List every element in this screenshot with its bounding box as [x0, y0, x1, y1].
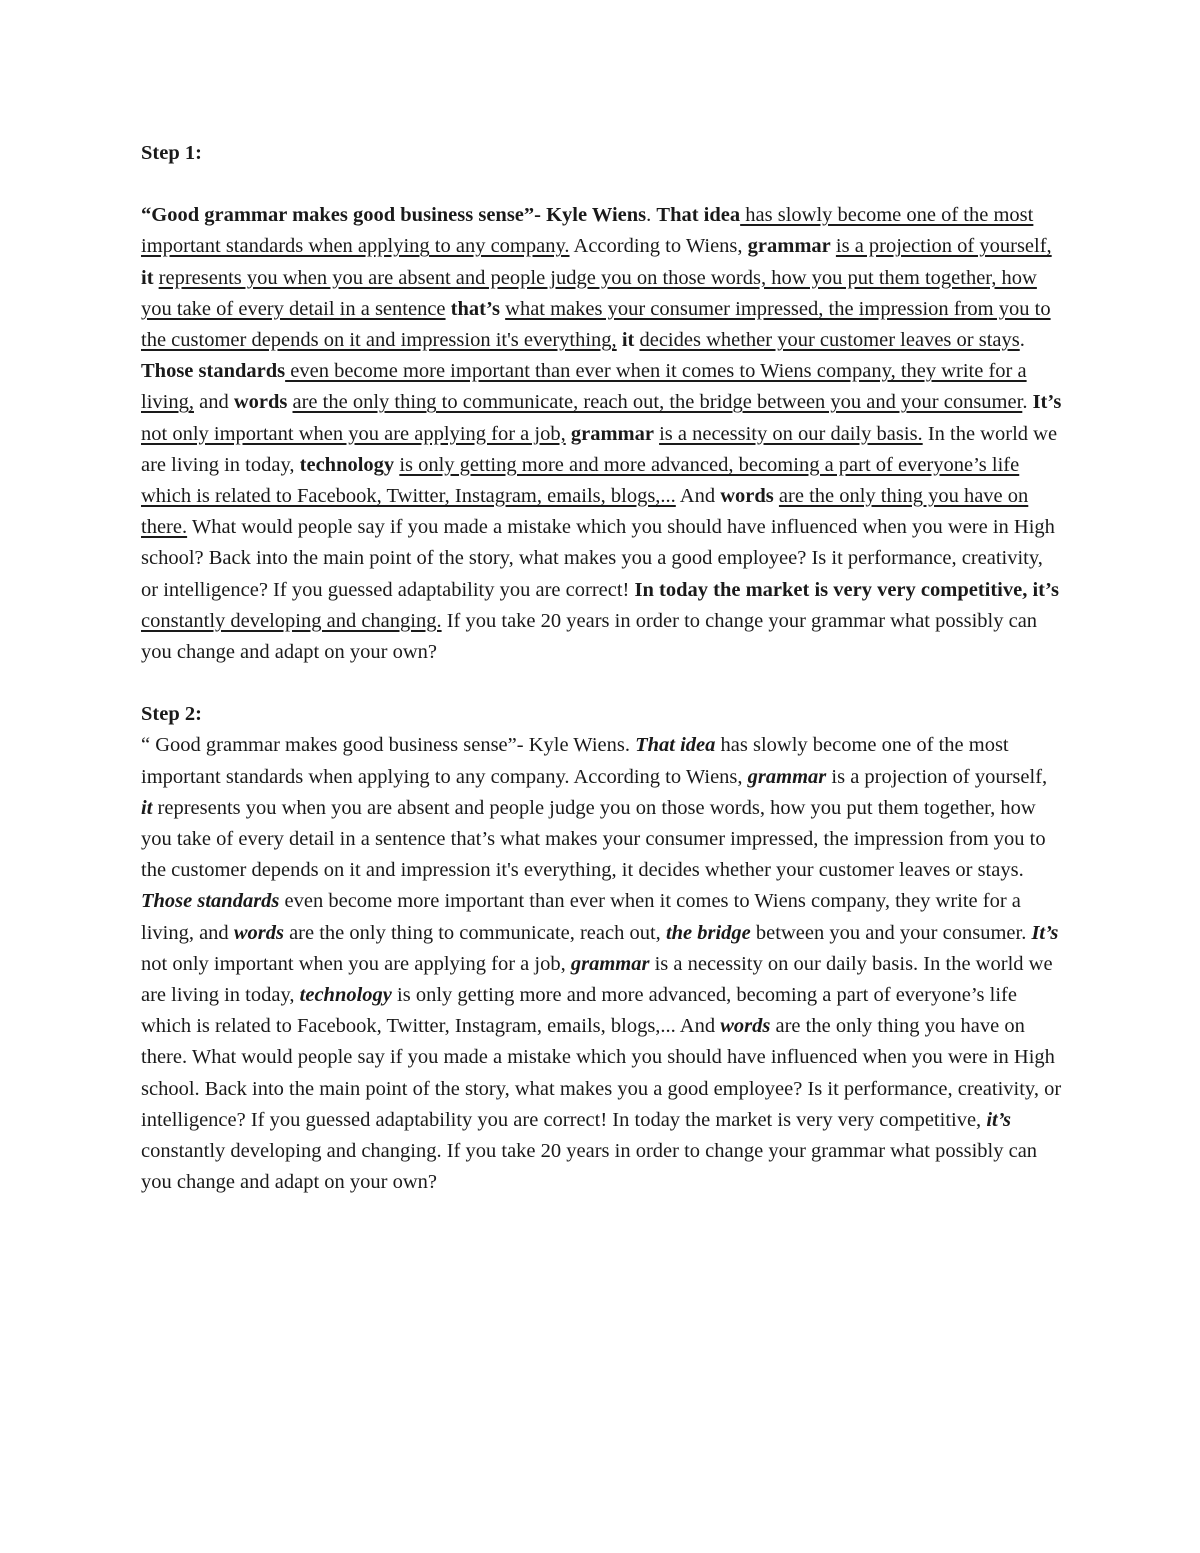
- body-text: constantly developing and changing. If you take 20 years in order to change your grammar what possibly can you change and adapt on your own?: [141, 1140, 1038, 1194]
- underlined-text: is a projection of yourself,: [835, 235, 1052, 258]
- emphasized-text: the bridge: [665, 921, 751, 944]
- emphasized-text: words: [233, 921, 284, 944]
- body-text: According to Wiens,: [569, 235, 748, 258]
- emphasized-text: grammar: [747, 235, 831, 258]
- emphasized-text: it’s: [986, 1108, 1011, 1131]
- emphasized-text: it: [621, 329, 635, 352]
- underlined-text: even become more important than ever when it comes to Wiens company, they write for a living,: [141, 360, 1027, 414]
- body-text: not only important when you are applying for a job,: [141, 952, 571, 975]
- underlined-text: represents you when you are absent and people judge you on those words, how you put them together, how you take of every detail in a sentence: [141, 266, 1037, 320]
- body-text: between you and your consumer.: [750, 921, 1032, 944]
- body-text: .: [646, 204, 657, 227]
- body-text: .: [1019, 329, 1025, 352]
- emphasized-text: words: [720, 485, 774, 508]
- underlined-text: decides whether your customer leaves or stays: [639, 329, 1020, 352]
- emphasized-text: it: [141, 796, 153, 819]
- blank-line: [141, 668, 1063, 699]
- body-text: is a necessity on our daily basis. In the world we are living in today,: [141, 952, 1053, 1007]
- underlined-text: is only getting more and more advanced, becoming a part of everyone’s life which is related to Facebook, Twitter, Instagram, emails, blogs,...: [141, 453, 1020, 508]
- emphasized-text: it: [141, 266, 154, 289]
- underlined-text: not only important when you are applying for a job,: [141, 422, 566, 445]
- document-page: [141, 138, 1063, 1199]
- body-text: What would people say if you made a mistake which you should have influenced when you were in High school? Back into the main point of the story, what makes you a good employee? Is it performance, creativity, or intelligence? If you guessed adaptability you are correct!: [141, 516, 1055, 601]
- step-2-paragraph: [141, 730, 1063, 1198]
- emphasized-text: grammar: [570, 952, 650, 975]
- emphasized-text: words: [233, 391, 288, 414]
- emphasized-text: In today the market is very very competitive, it’s: [634, 578, 1060, 601]
- body-text: If you take 20 years in order to change your grammar what possibly can you change and adapt on your own?: [141, 609, 1038, 664]
- emphasized-text: It’s: [1031, 921, 1059, 944]
- underlined-text: has slowly become one of the most important standards when applying to any company.: [141, 204, 1034, 258]
- underlined-text: constantly developing and changing.: [141, 609, 442, 632]
- emphasized-text: that’s: [450, 297, 501, 320]
- underlined-text: is a necessity on our daily basis.: [659, 422, 923, 445]
- emphasized-text: “Good grammar makes good business sense”- Kyle Wiens: [141, 204, 647, 227]
- step-2-heading: Step 2:: [141, 703, 202, 726]
- body-text: and: [193, 391, 234, 414]
- emphasized-text: Those standards: [141, 360, 286, 383]
- body-text: is a projection of yourself,: [826, 765, 1048, 788]
- body-text: “ Good grammar makes good business sense”- Kyle Wiens.: [141, 734, 636, 757]
- underlined-text: are the only thing you have on there.: [141, 485, 1029, 539]
- emphasized-text: That idea: [635, 734, 716, 757]
- body-text: In the world we are living in today,: [141, 422, 1058, 476]
- emphasized-text: words: [720, 1015, 771, 1038]
- body-text: represents you when you are absent and people judge you on those words, how you put them together, how you take of every detail in a sentence that’s what makes your consumer impressed, the impression from you to the customer depends on it and impression it's everything, it decides whether your customer leaves or stays.: [141, 796, 1046, 882]
- emphasized-text: technology: [299, 453, 395, 476]
- step-1-paragraph: [141, 200, 1063, 668]
- body-text: are the only thing to communicate, reach out,: [283, 921, 666, 944]
- body-text: even become more important than ever when it comes to Wiens company, they write for a living, and: [141, 890, 1021, 944]
- underlined-text: are the only thing to communicate, reach out, the bridge between you and your consumer: [292, 391, 1023, 414]
- body-text: are the only thing you have on there. What would people say if you made a mistake which you should have influenced when you were in High school. Back into the main point of the story, what makes you a good employee? Is it performance, creativity, or intelligence? If you guessed adaptability you are correct! In today the market is very very competitive,: [141, 1015, 1062, 1131]
- emphasized-text: grammar: [747, 765, 827, 788]
- emphasized-text: That idea: [656, 204, 741, 227]
- emphasized-text: Those standards: [141, 890, 280, 913]
- emphasized-text: grammar: [570, 422, 654, 445]
- body-text: And: [675, 485, 721, 508]
- emphasized-text: technology: [299, 984, 392, 1007]
- underlined-text: what makes your consumer impressed, the impression from you to the customer depends on it and impression it's everything,: [141, 297, 1051, 352]
- step-1-heading: Step 1:: [141, 142, 202, 164]
- body-text: is only getting more and more advanced, becoming a part of everyone’s life which is related to Facebook, Twitter, Instagram, emails, blogs,... And: [141, 984, 1017, 1038]
- body-text: has slowly become one of the most important standards when applying to any company. According to Wiens,: [141, 734, 1009, 788]
- body-text: .: [1022, 391, 1033, 414]
- blank-line: [141, 169, 1063, 200]
- emphasized-text: It’s: [1032, 391, 1062, 414]
